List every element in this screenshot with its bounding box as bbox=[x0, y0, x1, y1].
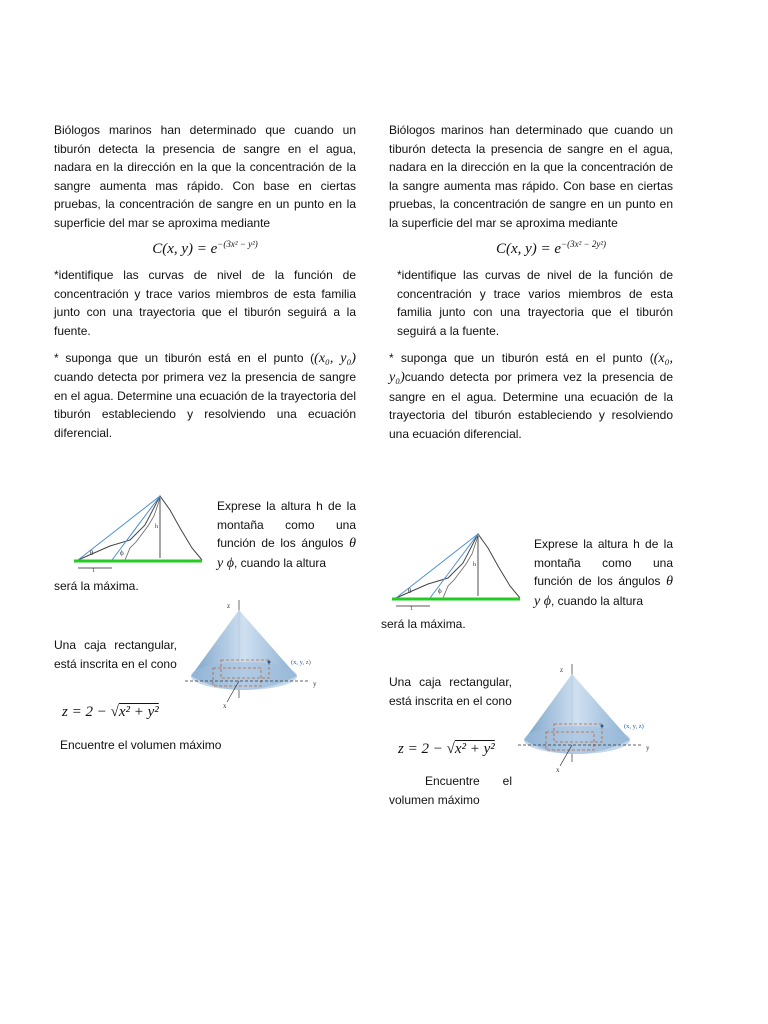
left-cone-figure bbox=[185, 598, 325, 710]
right-point-label: (x, y, z) bbox=[624, 723, 644, 730]
left-theta-label: θ bbox=[90, 549, 94, 557]
right-mountain-figure bbox=[388, 528, 528, 613]
right-theta-label: θ bbox=[408, 587, 412, 595]
left-y-axis-label: y bbox=[313, 680, 317, 688]
left-volume-text: Encuentre el volumen máximo bbox=[60, 738, 222, 752]
left-formula: C(x, $y) = e^{-(3x^2 - y^2)}$ bbox=[152, 238, 258, 257]
right-z-formula: z = 2 − √x² + y² bbox=[398, 741, 495, 757]
left-mountain-end: será la máxima. bbox=[54, 579, 139, 593]
left-z-formula: z = 2 − √x² + y² bbox=[62, 704, 159, 720]
right-formula: C(x, $y) = e^{-(3x^2 - 2y^2)}$ bbox=[495, 238, 607, 257]
right-task2: * suponga que un tiburón está en el punto ((x₀, y₀)cuando detecta por primera vez la presencia de sangre en el agua. Determine una ecuación de la trayectoria del tiburón estableciendo y resolviendo una ecuación diferencial. bbox=[389, 350, 673, 441]
right-intro: Biólogos marinos han determinado que cuando un tiburón detecta la presencia de sangre en el agua, nadara en la dirección en la que la concentración de la sangre aumenta mas rápido. Con base en ciertas pruebas, la concentración de sangre en un punto en la superficie del mar se aproxima mediante bbox=[389, 123, 673, 230]
left-one-label: 1 bbox=[92, 568, 95, 574]
right-x-axis-label: x bbox=[556, 766, 560, 774]
left-phi-label: ϕ bbox=[120, 549, 124, 557]
right-one-label: 1 bbox=[410, 606, 413, 612]
left-column bbox=[54, 121, 356, 443]
left-box-text: Una caja rectangular, está inscrita en el cono bbox=[54, 638, 177, 671]
left-task1: *identifique las curvas de nivel de la función de concentración y trace varios miembros de esta familia junto con una trayectoria que el tiburón seguirá a la fuente. bbox=[54, 268, 356, 338]
right-mountain-end: será la máxima. bbox=[381, 617, 466, 631]
left-mountain-text: Exprese la altura h de la montaña como una función de los ángulos θ y ϕ, cuando la altura bbox=[217, 499, 356, 571]
right-box-text: Una caja rectangular, está inscrita en el cono bbox=[389, 675, 512, 708]
right-cone-figure bbox=[518, 662, 658, 774]
right-phi-label: ϕ bbox=[438, 587, 442, 595]
right-h-label: h bbox=[473, 562, 476, 568]
right-column bbox=[389, 121, 673, 444]
left-z-axis-label: z bbox=[227, 602, 231, 610]
right-mountain-text: Exprese la altura h de la montaña como una función de los ángulos θ y ϕ, cuando la altura bbox=[534, 537, 673, 609]
left-point-label: (x, y, z) bbox=[291, 659, 311, 666]
right-z-axis-label: z bbox=[560, 666, 564, 674]
right-volume-text: Encuentre el volumen máximo bbox=[389, 774, 512, 807]
right-y-axis-label: y bbox=[646, 744, 650, 752]
left-intro: Biólogos marinos han determinado que cuando un tiburón detecta la presencia de sangre en el agua, nadara en la dirección en la que la concentración de la sangre aumenta mas rápido. Con base en ciertas pruebas, la concentración de sangre en un punto en la superficie del mar se aproxima mediante bbox=[54, 123, 356, 230]
left-x-axis-label: x bbox=[223, 702, 227, 710]
left-mountain-figure bbox=[70, 490, 210, 575]
left-h-label: h bbox=[155, 524, 158, 530]
right-task1: *identifique las curvas de nivel de la función de concentración y trace varios miembros de esta familia junto con una trayectoria que el tiburón seguirá a la fuente. bbox=[397, 268, 673, 338]
left-task2: * suponga que un tiburón está en el punto ((x₀, y₀) cuando detecta por primera vez la presencia de sangre en el agua. Determine una ecuación de la trayectoria del tiburón estableciendo y resolviendo una ecuación diferencial. bbox=[54, 350, 356, 440]
